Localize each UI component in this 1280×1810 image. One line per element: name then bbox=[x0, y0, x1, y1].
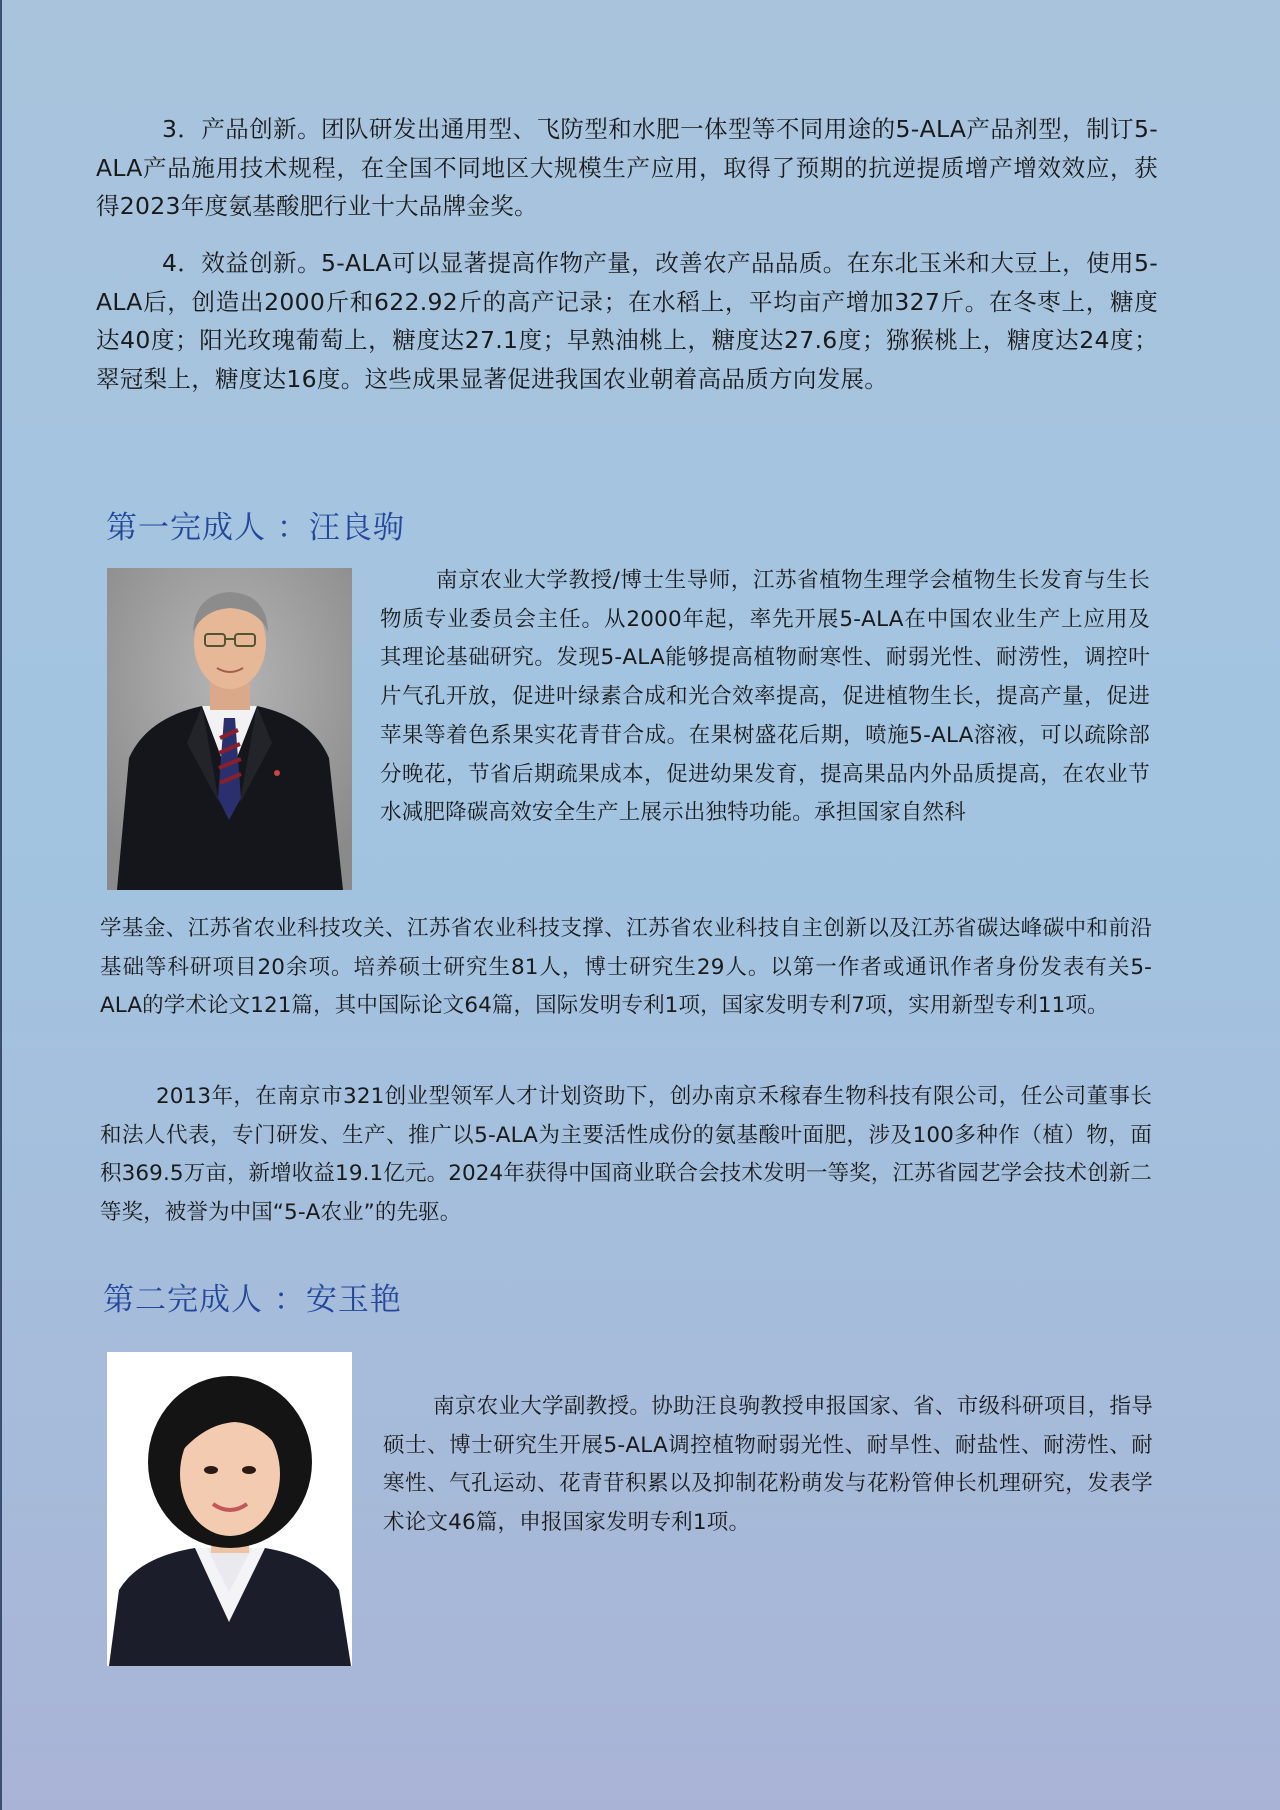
portrait-photo-male bbox=[107, 568, 352, 890]
first-contributor-bio-paragraph-2: 2013年，在南京市321创业型领军人才计划资助下，创办南京禾稼春生物科技有限公司，任公司董事长和法人代表，专门研发、生产、推广以5-ALA为主要活性成份的氨基酸叶面肥，涉及100多种作（植）物，面积369.5万亩，新增收益19.1亿元。2024年获得中国商业联合会技术发明一等奖，江苏省园艺学会技术创新二等奖，被誉为中国“5-A农业”的先驱。 bbox=[100, 1084, 1152, 1225]
paragraph-product-innovation: 3．产品创新。团队研发出通用型、飞防型和水肥一体型等不同用途的5-ALA产品剂型，制订5-ALA产品施用技术规程，在全国不同地区大规模生产应用，取得了预期的抗逆提质增产增效效应，获得2023年度氨基酸肥行业十大品牌金奖。 bbox=[96, 115, 1158, 220]
section-title-second-contributor: 第二完成人 ：安玉艳 bbox=[103, 1282, 402, 1318]
section-title-first-contributor: 第一完成人 ：汪良驹 bbox=[106, 510, 405, 546]
first-contributor-bio-side: 南京农业大学教授/博士生导师，江苏省植物生理学会植物生长发育与生长物质专业委员会主任。从2000年起，率先开展5-ALA在中国农业生产上应用及其理论基础研究。发现5-ALA能够提高植物耐寒性、耐弱光性、耐涝性，调控叶片气孔开放，促进叶绿素合成和光合效率提高，促进植物生长，提高产量，促进苹果等着色系果实花青苷合成。在果树盛花后期，喷施5-ALA溶液，可以疏除部分晚花，节省后期疏果成本，促进幼果发育，提高果品内外品质提高，在农业节水减肥降碳高效安全生产上展示出独特功能。承担国家自然科 bbox=[380, 568, 1150, 826]
second-contributor-bio: 南京农业大学副教授。协助汪良驹教授申报国家、省、市级科研项目，指导硕士、博士研究生开展5-ALA调控植物耐弱光性、耐旱性、耐盐性、耐涝性、耐寒性、气孔运动、花青苷积累以及抑制花粉萌发与花粉管伸长机理研究，发表学术论文46篇，申报国家发明专利1项。 bbox=[383, 1394, 1153, 1535]
page-border bbox=[0, 0, 2, 1810]
paragraph-benefit-innovation: 4．效益创新。5-ALA可以显著提高作物产量，改善农产品品质。在东北玉米和大豆上，使用5-ALA后，创造出2000斤和622.92斤的高产记录；在水稻上，平均亩产增加327斤。在冬枣上，糖度达40度；阳光玫瑰葡萄上，糖度达27.1度；早熟油桃上，糖度达27.6度；猕猴桃上，糖度达24度；翠冠梨上，糖度达16度。这些成果显著促进我国农业朝着高品质方向发展。 bbox=[96, 249, 1158, 393]
first-contributor-bio-continued: 学基金、江苏省农业科技攻关、江苏省农业科技支撑、江苏省农业科技自主创新以及江苏省碳达峰碳中和前沿基础等科研项目20余项。培养硕士研究生81人，博士研究生29人。以第一作者或通讯作者身份发表有关5-ALA的学术论文121篇，其中国际论文64篇，国际发明专利1项，国家发明专利7项，实用新型专利11项。 bbox=[100, 916, 1152, 1019]
portrait-photo-female bbox=[107, 1352, 352, 1666]
